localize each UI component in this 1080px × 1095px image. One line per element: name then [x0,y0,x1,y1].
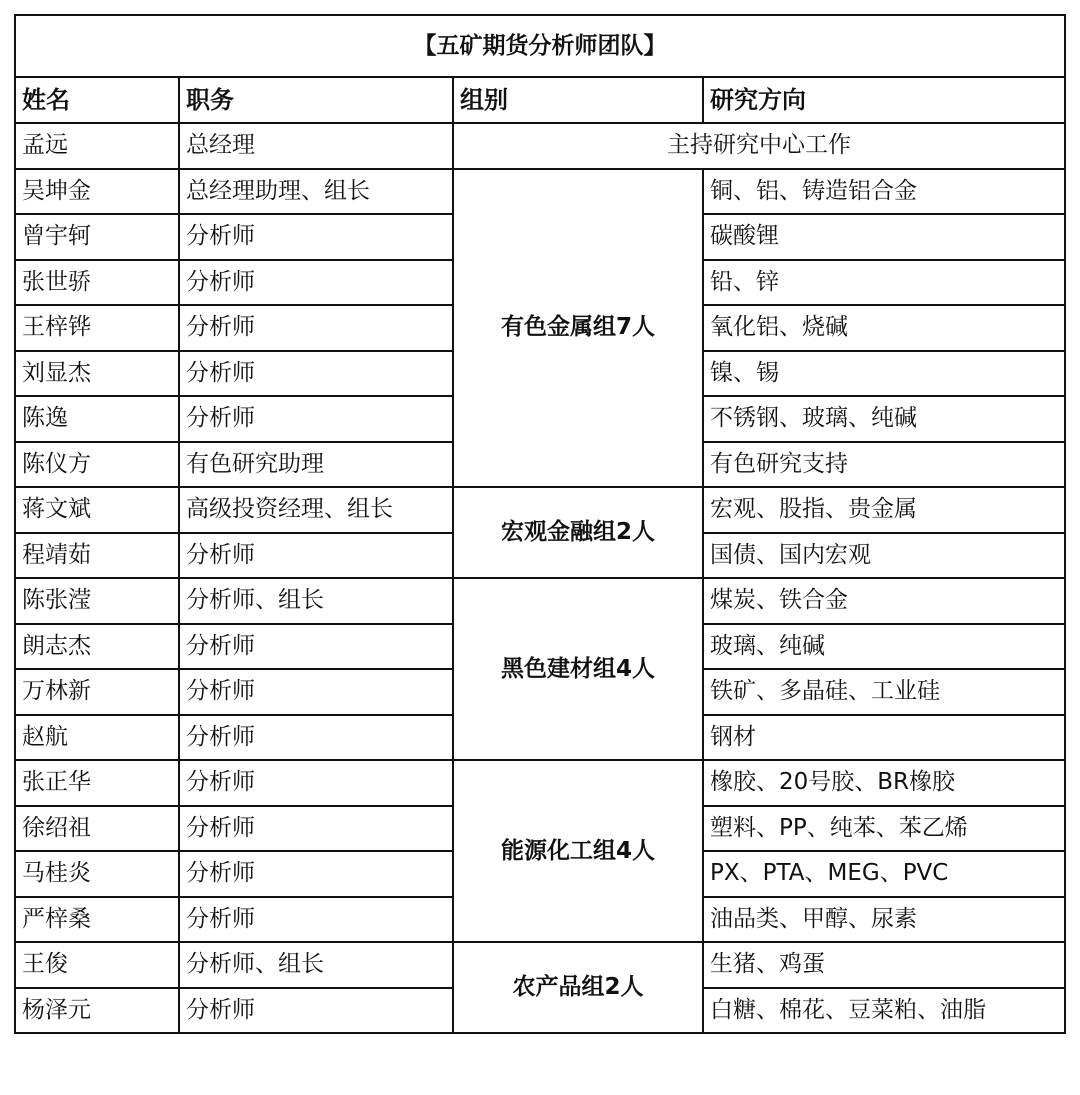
member-role: 分析师 [179,260,453,306]
head-row [15,123,1065,169]
group-label: 能源化工组4人 [453,760,703,942]
member-focus: 煤炭、铁合金 [703,578,1065,624]
member-role: 有色研究助理 [179,442,453,488]
member-role: 分析师 [179,715,453,761]
member-focus: 玻璃、纯碱 [703,624,1065,670]
member-role: 分析师 [179,396,453,442]
table-row [15,942,1065,988]
member-name: 程靖茹 [15,533,179,579]
member-role: 分析师 [179,351,453,397]
member-focus: 镍、锡 [703,351,1065,397]
group-label: 宏观金融组2人 [453,487,703,578]
table-row [15,487,1065,533]
member-name: 孟远 [15,123,179,169]
member-name: 张世骄 [15,260,179,306]
member-role: 分析师 [179,305,453,351]
member-name: 马桂炎 [15,851,179,897]
member-name: 陈逸 [15,396,179,442]
member-name: 刘显杰 [15,351,179,397]
member-focus: 有色研究支持 [703,442,1065,488]
header-role: 职务 [179,77,453,123]
member-name: 赵航 [15,715,179,761]
member-focus: 氧化铝、烧碱 [703,305,1065,351]
header-row [15,77,1065,123]
member-focus: 国债、国内宏观 [703,533,1065,579]
member-role: 总经理 [179,123,453,169]
group-label: 农产品组2人 [453,942,703,1033]
member-focus: 铅、锌 [703,260,1065,306]
member-role: 分析师 [179,669,453,715]
table-row [15,760,1065,806]
member-focus: 橡胶、20号胶、BR橡胶 [703,760,1065,806]
header-name: 姓名 [15,77,179,123]
member-role: 分析师、组长 [179,942,453,988]
member-name: 徐绍祖 [15,806,179,852]
analyst-team-table [14,14,1066,1034]
member-focus: 宏观、股指、贵金属 [703,487,1065,533]
table-row [15,169,1065,215]
member-role: 分析师、组长 [179,578,453,624]
member-role: 分析师 [179,624,453,670]
member-focus: 铜、铝、铸造铝合金 [703,169,1065,215]
member-role: 分析师 [179,897,453,943]
member-name: 万林新 [15,669,179,715]
title-row [15,15,1065,77]
member-name: 王俊 [15,942,179,988]
member-focus: 不锈钢、玻璃、纯碱 [703,396,1065,442]
member-role: 总经理助理、组长 [179,169,453,215]
group-label: 有色金属组7人 [453,169,703,488]
member-name: 杨泽元 [15,988,179,1034]
member-role: 分析师 [179,533,453,579]
member-name: 张正华 [15,760,179,806]
member-focus: PX、PTA、MEG、PVC [703,851,1065,897]
member-name: 陈张滢 [15,578,179,624]
member-role: 分析师 [179,851,453,897]
member-name: 吴坤金 [15,169,179,215]
member-focus: 铁矿、多晶硅、工业硅 [703,669,1065,715]
member-name: 曾宇轲 [15,214,179,260]
member-name: 王梓铧 [15,305,179,351]
header-focus: 研究方向 [703,77,1065,123]
header-group: 组别 [453,77,703,123]
member-role: 分析师 [179,806,453,852]
table-body [15,15,1065,1033]
member-focus: 塑料、PP、纯苯、苯乙烯 [703,806,1065,852]
member-name: 陈仪方 [15,442,179,488]
head-focus: 主持研究中心工作 [453,123,1065,169]
member-focus: 碳酸锂 [703,214,1065,260]
member-name: 蒋文斌 [15,487,179,533]
member-focus: 白糖、棉花、豆菜粕、油脂 [703,988,1065,1034]
group-label: 黑色建材组4人 [453,578,703,760]
member-role: 高级投资经理、组长 [179,487,453,533]
member-role: 分析师 [179,988,453,1034]
table-row [15,578,1065,624]
member-name: 朗志杰 [15,624,179,670]
table-title: 【五矿期货分析师团队】 [15,15,1065,77]
member-role: 分析师 [179,760,453,806]
member-focus: 生猪、鸡蛋 [703,942,1065,988]
member-name: 严梓桑 [15,897,179,943]
member-focus: 油品类、甲醇、尿素 [703,897,1065,943]
member-role: 分析师 [179,214,453,260]
member-focus: 钢材 [703,715,1065,761]
